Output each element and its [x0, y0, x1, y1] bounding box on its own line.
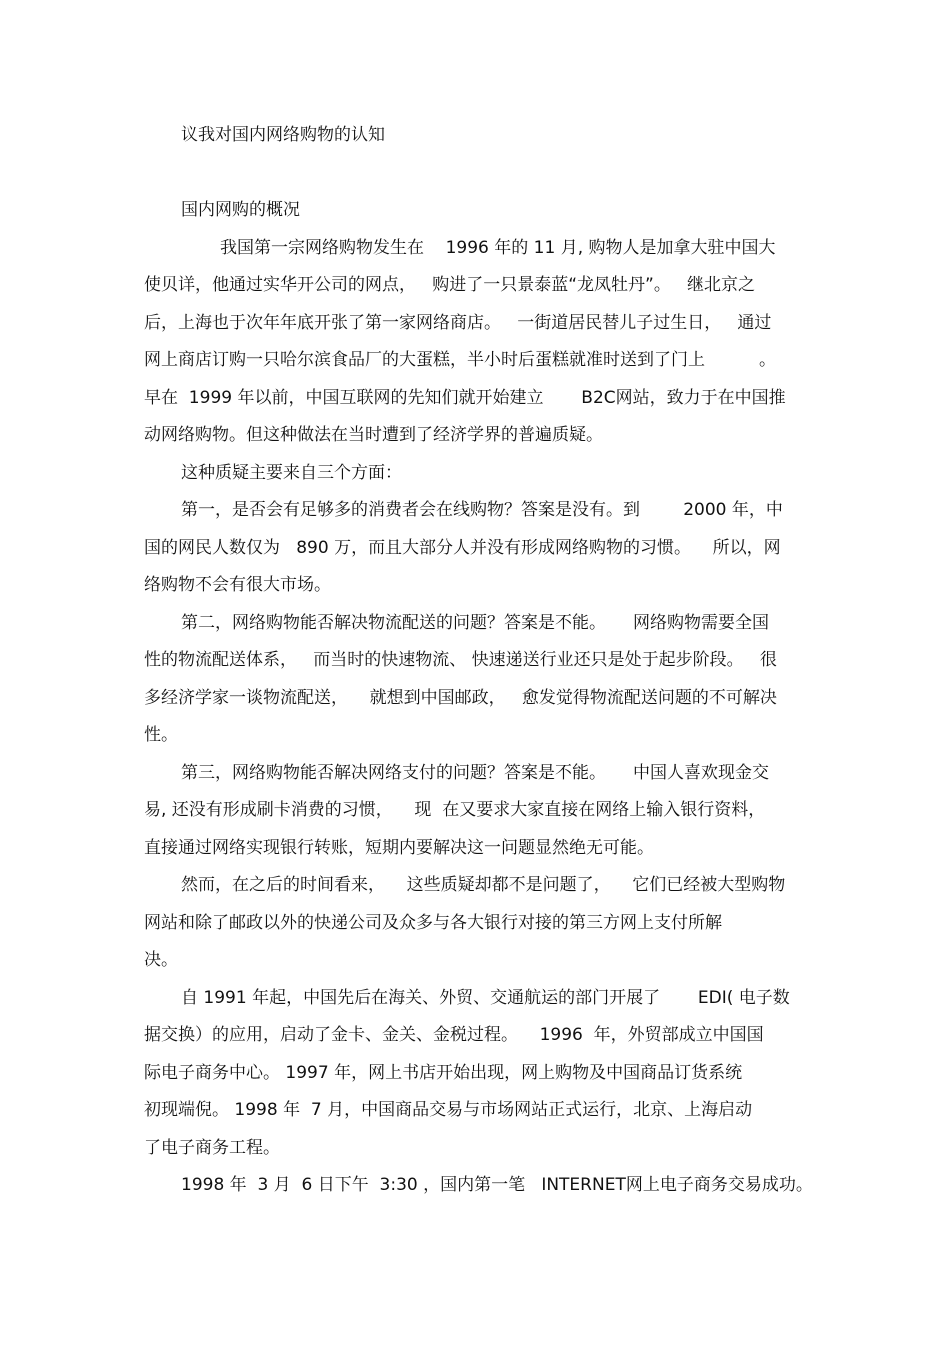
- body-line: 后，上海也于次年年底开张了第一家网络商店。 一街道居民替儿子过生日， 通过: [144, 313, 772, 333]
- body-line: 网站和除了邮政以外的快递公司及众多与各大银行对接的第三方网上支付所解: [144, 913, 722, 933]
- body-line: 第三，网络购物能否解决网络支付的问题？答案是不能。 中国人喜欢现金交: [181, 763, 770, 783]
- body-line: 国的网民人数仅为 890 万，而且大部分人并没有形成网络购物的习惯。 所以，网: [144, 538, 781, 558]
- body-line: 初现端倪。 1998 年 7 月，中国商品交易与市场网站正式运行，北京、上海启动: [144, 1100, 753, 1120]
- body-line: 自 1991 年起，中国先后在海关、外贸、交通航运的部门开展了 EDI( 电子数: [181, 988, 790, 1008]
- body-line: 性。: [144, 725, 178, 745]
- body-line: 多经济学家一谈物流配送， 就想到中国邮政， 愈发觉得物流配送问题的不可解决: [144, 688, 777, 708]
- body-line: 网上商店订购一只哈尔滨食品厂的大蛋糕，半小时后蛋糕就准时送到了门上 。: [144, 350, 777, 370]
- body-line: 易, 还没有形成刷卡消费的习惯， 现 在又要求大家直接在网络上输入银行资料，: [144, 800, 766, 820]
- body-line: 使贝详，他通过实华开公司的网点， 购进了一只景泰蓝“龙凤牡丹”。 继北京之: [144, 275, 756, 295]
- document-title: 议我对国内网络购物的认知: [181, 125, 385, 145]
- body-line: 性的物流配送体系， 而当时的快速物流、 快速递送行业还只是处于起步阶段。 很: [144, 650, 777, 670]
- body-line: 际电子商务中心。 1997 年，网上书店开始出现，网上购物及中国商品订货系统: [144, 1063, 743, 1083]
- body-line: 直接通过网络实现银行转账，短期内要解决这一问题显然绝无可能。: [144, 838, 654, 858]
- body-line: 早在 1999 年以前，中国互联网的先知们就开始建立 B2C网站，致力于在中国推: [144, 388, 786, 408]
- body-line: 第二，网络购物能否解决物流配送的问题？答案是不能。 网络购物需要全国: [181, 613, 770, 633]
- body-line: 动网络购物。但这种做法在当时遭到了经济学界的普遍质疑。: [144, 425, 603, 445]
- body-line: 这种质疑主要来自三个方面：: [181, 463, 402, 483]
- body-line: 我国第一宗网络购物发生在 1996 年的 11 月, 购物人是加拿大驻中国大: [220, 238, 776, 258]
- body-line: 据交换）的应用，启动了金卡、金关、金税过程。 1996 年，外贸部成立中国国: [144, 1025, 764, 1045]
- section-heading: 国内网购的概况: [181, 200, 300, 220]
- body-line: 1998 年 3 月 6 日下午 3:30 ，国内第一笔 INTERNET网上电子商务交易成功。: [181, 1175, 813, 1195]
- body-line: 决。: [144, 950, 178, 970]
- body-line: 了电子商务工程。: [144, 1138, 280, 1158]
- body-line: 然而，在之后的时间看来， 这些质疑却都不是问题了， 它们已经被大型购物: [181, 875, 786, 895]
- body-line: 络购物不会有很大市场。: [144, 575, 331, 595]
- body-line: 第一，是否会有足够多的消费者会在线购物？答案是没有。到 2000 年，中: [181, 500, 783, 520]
